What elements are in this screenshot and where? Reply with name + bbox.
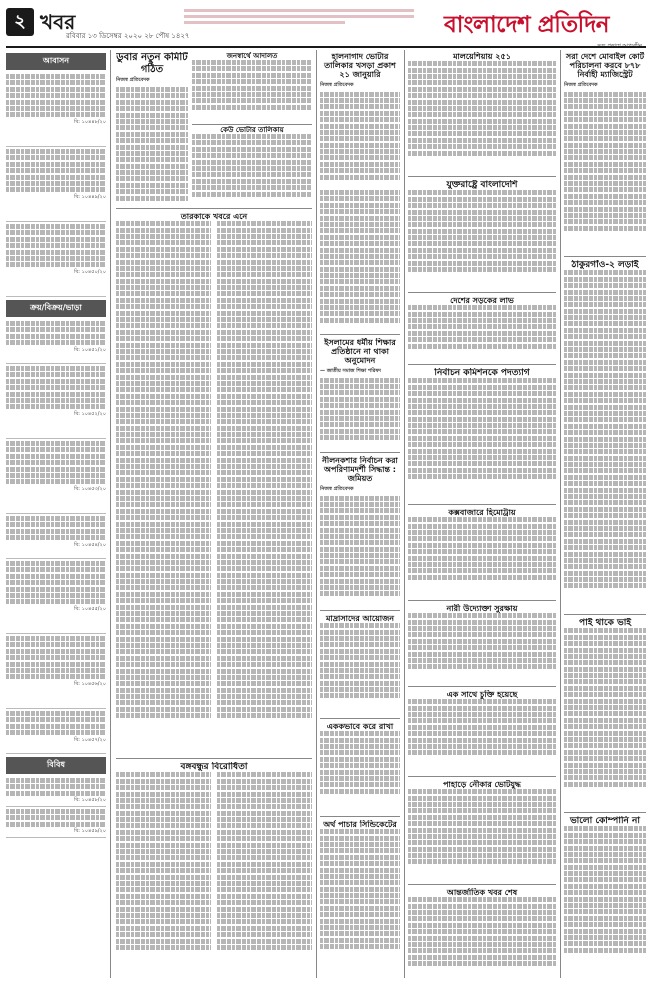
- article-headline: বঙ্গবন্ধুর বিরোধিতা: [180, 762, 248, 772]
- article: [408, 508, 556, 598]
- column-rule: [404, 50, 405, 978]
- article: [564, 816, 646, 980]
- column-rule: [560, 50, 561, 978]
- article-byline: নিজস্ব প্রতিবেদক: [564, 81, 598, 88]
- classified-ad: [6, 72, 106, 147]
- article-headline: মালয়েশিয়ায় ২৫১: [453, 52, 511, 61]
- divider: [116, 758, 312, 759]
- classified-ref: বি: ১০৪৫৬/২০: [74, 680, 106, 687]
- logo-text: বাংলাদেশ প্রতিদিন: [444, 12, 610, 38]
- article: [564, 260, 646, 610]
- classified-ref: বি: ১০৪৫৫/২০: [74, 605, 106, 612]
- divider: [408, 600, 556, 601]
- classified-ref: বি: ১০৪৫৭/২০: [74, 736, 106, 743]
- divider: [192, 124, 312, 125]
- classified-ad: [6, 319, 106, 364]
- article-headline: ঠাকুরগাঁও-২ লড়াই: [571, 260, 639, 270]
- classified-ad: [6, 147, 106, 222]
- article-headline: আন্তর্জাতিক খবর শেষ: [446, 888, 518, 897]
- logo-tagline: সত্য প্রকাশে আপসহীন: [597, 43, 642, 49]
- article: [564, 52, 646, 252]
- article: [408, 180, 556, 288]
- classified-ad: [6, 439, 106, 514]
- classified-header-housing: আবাসন: [6, 53, 106, 70]
- divider: [564, 256, 646, 257]
- masthead: [6, 4, 646, 48]
- classified-ad: [6, 776, 106, 807]
- article: [408, 888, 556, 980]
- classified-ad: [6, 364, 106, 439]
- classified-ref: বি: ১০৪৫৪/২০: [74, 541, 106, 548]
- column-rule: [316, 50, 317, 978]
- classified-ref: বি: ১০৪৪৯/২০: [74, 193, 106, 200]
- article: [408, 604, 556, 684]
- classified-ref: বি: ১০৪৫৯/২০: [74, 828, 106, 835]
- divider: [564, 812, 646, 813]
- article-byline: নিজস্ব প্রতিবেদক: [116, 77, 150, 83]
- article-headline: ভালো কোম্পানি না: [569, 816, 641, 826]
- article: [320, 456, 400, 606]
- article-headline: তারকাকে খবরে এনে: [180, 212, 248, 221]
- divider: [408, 364, 556, 365]
- classified-ad: [6, 634, 106, 709]
- article-headline: পাই থাকে ভাই: [578, 618, 631, 628]
- article-headline: অর্থ পাচার সিন্ডিকেটের: [323, 820, 397, 829]
- article-headline: সরা দেশে মোবাইল কোর্ট পরিচালনা করবে ৮৭৮ নির্বাহী ম্যাজিস্ট্রেট: [565, 52, 645, 80]
- article: [320, 820, 400, 980]
- article: [116, 52, 188, 202]
- article: [192, 126, 312, 206]
- article: [408, 780, 556, 880]
- classifieds-column: [6, 50, 106, 980]
- classified-ref: বি: ১০৪৫২/২০: [74, 410, 106, 417]
- divider: [408, 176, 556, 177]
- divider: [320, 610, 400, 611]
- divider: [320, 452, 400, 453]
- article-headline: কক্সবাজারে হিমোট্রায়: [448, 508, 516, 517]
- article-headline: যুক্তরাষ্ট্রে বাংলাদেশি: [446, 180, 518, 190]
- article-headline: দেশের সড়কের লাভ: [450, 296, 514, 305]
- divider: [408, 504, 556, 505]
- article-byline: নিজস্ব প্রতিবেদক: [320, 81, 354, 88]
- article-headline: ইসলামের ধর্মীয় শিক্ষার প্রতিষ্ঠানে না থাকা অনুমোদন: [324, 338, 396, 366]
- article-headline: কেউ ভোটার তালিকায়: [220, 126, 284, 134]
- page-number: ২: [6, 8, 34, 36]
- dateline: রবিবার ১৩ ডিসেম্বর ২০২০ ২৮ পৌষ ১৪২৭: [66, 32, 190, 40]
- article-headline: নীলনকশার নির্বাচন করা অপরিণামদর্শী সিদ্ধান্ত : জমিয়ত: [322, 456, 398, 484]
- article-headline: ডুবার নতুন কমিটি গঠিত: [116, 52, 188, 75]
- divider: [320, 718, 400, 719]
- divider: [408, 776, 556, 777]
- newspaper-logo: [444, 6, 642, 49]
- article-byline: নিজস্ব প্রতিবেদক: [320, 485, 354, 492]
- classified-header-misc: বিবিধ: [6, 757, 106, 774]
- article-headline: পাহাড়ে নৌকার ভোটযুদ্ধ: [443, 780, 521, 789]
- article: [320, 338, 400, 448]
- article: [320, 722, 400, 812]
- divider: [408, 292, 556, 293]
- column-rule: [110, 50, 111, 978]
- divider: [564, 614, 646, 615]
- article-headline: মাদ্রাসাদের আয়োজন: [325, 614, 395, 623]
- classified-ad: [6, 559, 106, 634]
- classified-ad: [6, 709, 106, 754]
- article-headline: হালনাগাদ ভোটার তালিকার খসড়া প্রকাশ ২১ জানুয়ারি: [324, 52, 396, 80]
- classified-ref: বি: ১০৪৫০/২০: [74, 268, 106, 275]
- article-byline: — জাতীয় সমাজ শিক্ষা পরিষদ: [320, 367, 381, 374]
- article-headline: এককভাবে করে রাখা: [326, 722, 394, 731]
- article: [408, 690, 556, 772]
- article-headline: জনস্বার্থে আদালত: [226, 52, 278, 60]
- article: [408, 368, 556, 500]
- top-banner-ad: [184, 6, 414, 24]
- article: [320, 52, 400, 188]
- article: [192, 52, 312, 122]
- classified-ad: [6, 807, 106, 838]
- article-headline: নারী উদ্যোক্তা সুরক্ষায়: [446, 604, 518, 613]
- section-title: খবর: [40, 10, 76, 34]
- classified-ref: বি: ১০৪৫৩/২০: [74, 485, 106, 492]
- divider: [408, 884, 556, 885]
- divider: [320, 816, 400, 817]
- classified-ad: [6, 222, 106, 297]
- article: [408, 296, 556, 362]
- article-headline: এক সাথে চুক্তি হয়েছে: [446, 690, 518, 699]
- classified-ad: [6, 514, 106, 559]
- article: [408, 52, 556, 172]
- article: [116, 762, 312, 980]
- classified-ref: বি: ১০৪৫৮/২০: [74, 797, 106, 804]
- divider: [320, 334, 400, 335]
- article: [320, 614, 400, 714]
- classified-ref: বি: ১০৪৪৮/২০: [74, 118, 106, 125]
- classified-header-buysell: ক্রয়/বিক্রয়/ভাড়া: [6, 300, 106, 317]
- divider: [116, 208, 312, 209]
- article: [116, 212, 312, 752]
- article: [564, 618, 646, 808]
- divider: [408, 686, 556, 687]
- article: [320, 190, 400, 330]
- classified-ref: বি: ১০৪৫১/২০: [74, 346, 106, 353]
- article-headline: নির্বাচন কমিশনকে পদত্যাগ: [434, 368, 530, 378]
